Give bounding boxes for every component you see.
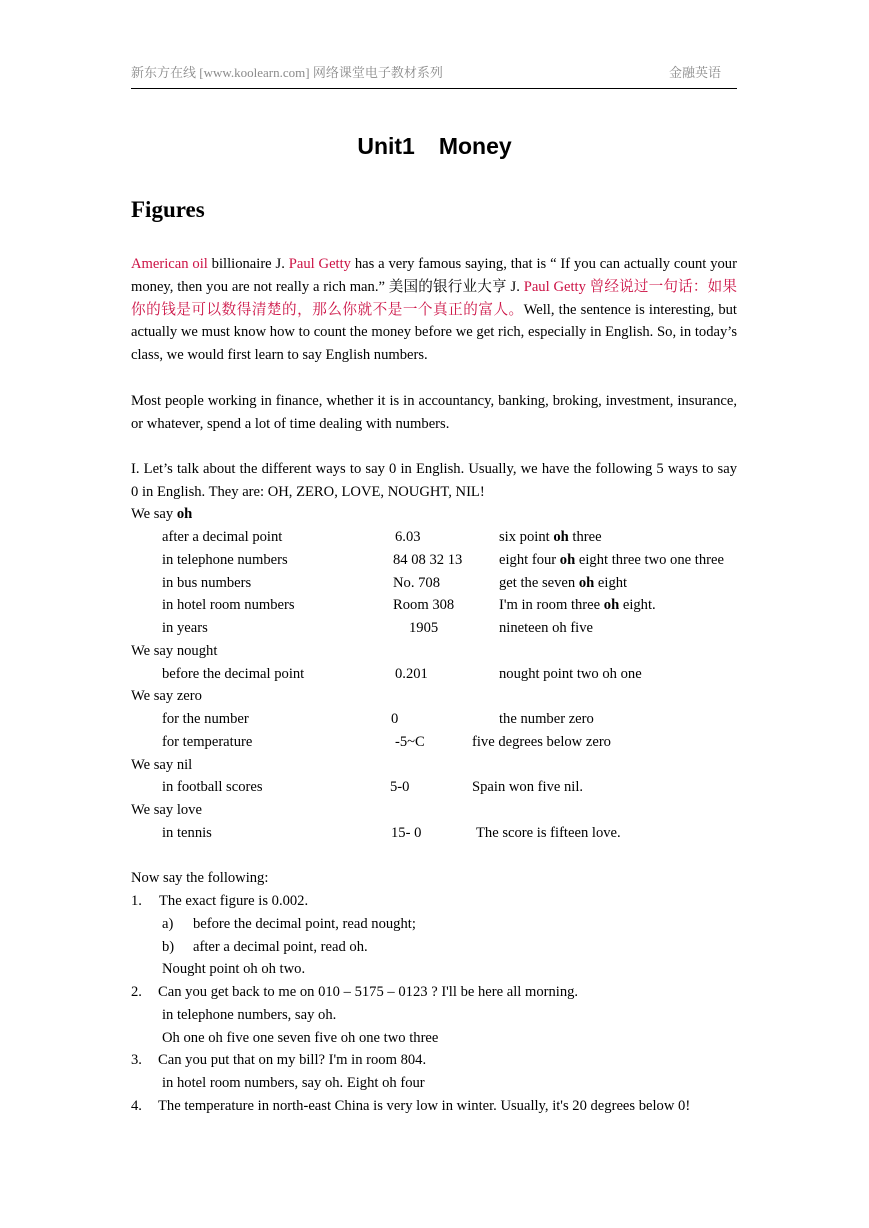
- zero-heading: We say zero: [131, 688, 202, 704]
- section-heading: Figures: [131, 197, 205, 222]
- list-item: in hotel room numbers, say oh. Eight oh four: [162, 1075, 425, 1091]
- spoken-form: five degrees below zero: [472, 734, 611, 750]
- intro-highlight: Paul Getty: [288, 256, 351, 272]
- example-number: 1905: [409, 620, 439, 636]
- list-item: Can you put that on my bill? I'm in room 804.: [158, 1052, 427, 1068]
- list-number: 4.: [131, 1098, 142, 1114]
- example-number: 0.201: [395, 666, 428, 682]
- nil-heading: We say nil: [131, 757, 193, 773]
- example-number: -5~C: [395, 734, 425, 750]
- nought-heading: We say nought: [131, 643, 218, 659]
- usage-label: for temperature: [162, 734, 253, 750]
- usage-label: before the decimal point: [162, 666, 305, 682]
- list-item: before the decimal point, read nought;: [193, 916, 416, 932]
- example-number: 15- 0: [391, 825, 422, 841]
- usage-label: after a decimal point: [162, 529, 283, 545]
- spoken-form: The score is fifteen love.: [476, 825, 621, 841]
- list-item: in telephone numbers, say oh.: [162, 1007, 337, 1023]
- spoken-form: get the seven oh eight: [499, 575, 628, 591]
- intro-highlight: Paul Getty 曾经说过一句话：如果你的钱是可以数得清楚的，那么你就不是一个真正的富人。: [131, 278, 738, 318]
- zero-ways-paragraph: I. Let’s talk about the different ways to say 0 in English. Usually, we have the following 5 ways to say 0 in English. They are: OH, ZERO, LOVE, NOUGHT, NIL!: [131, 461, 737, 500]
- oh-heading: We say oh: [131, 506, 193, 522]
- spoken-form: nought point two oh one: [499, 666, 642, 682]
- list-item: The exact figure is 0.002.: [159, 893, 309, 909]
- unit-number: Unit1: [357, 133, 415, 159]
- page-title: [0, 133, 869, 160]
- usage-label: for the number: [162, 711, 249, 727]
- list-item: after a decimal point, read oh.: [193, 939, 368, 955]
- usage-label: in hotel room numbers: [162, 597, 295, 613]
- header-rule: [131, 88, 737, 89]
- example-number: 5-0: [390, 779, 410, 795]
- usage-label: in years: [162, 620, 208, 636]
- intro-text: has a very famous saying, that is “ If you can actually count your money, then you are not really a rich man.” 美国的银行业大亨 J.: [131, 256, 737, 295]
- list-number: 3.: [131, 1052, 142, 1068]
- intro-text: Well, the sentence is interesting, but actually we must know how to count the money before we get rich, especially in English. So, in today’s class, we would first learn to say English numbers.: [131, 301, 737, 364]
- spoken-form: I'm in room three oh eight.: [499, 597, 656, 613]
- spoken-form: six point oh three: [499, 529, 602, 545]
- header-series-label: 新东方在线 [www.koolearn.com] 网络课堂电子教材系列: [131, 65, 443, 80]
- page-header: [131, 62, 737, 80]
- example-number: Room 308: [393, 597, 455, 613]
- love-heading: We say love: [131, 802, 202, 818]
- example-number: 6.03: [395, 529, 421, 545]
- list-number: 2.: [131, 984, 142, 1000]
- list-number: b): [162, 939, 175, 955]
- header-course-label: 金融英语: [668, 65, 721, 80]
- list-number: 1.: [131, 893, 142, 909]
- spoken-form: eight four oh eight three two one three: [499, 552, 724, 568]
- example-number: 84 08 32 13: [393, 552, 463, 568]
- usage-label: in bus numbers: [162, 575, 252, 591]
- example-number: 0: [391, 711, 399, 727]
- unit-name: Money: [438, 133, 512, 159]
- usage-label: in telephone numbers: [162, 552, 288, 568]
- list-item: Nought point oh oh two.: [162, 961, 306, 977]
- intro-paragraph: [131, 253, 737, 367]
- spoken-form: Spain won five nil.: [472, 779, 584, 795]
- list-item: Can you get back to me on 010 – 5175 – 0123 ? I'll be here all morning.: [158, 984, 579, 1000]
- spoken-form: nineteen oh five: [499, 620, 594, 636]
- intro-text: billionaire J.: [207, 256, 289, 272]
- finance-paragraph: Most people working in finance, whether it is in accountancy, banking, broking, investment, insurance, or whatever, spend a lot of time dealing with numbers.: [131, 393, 737, 432]
- usage-label: in tennis: [162, 825, 212, 841]
- intro-highlight: American oil: [131, 256, 208, 272]
- usage-label: in football scores: [162, 779, 263, 795]
- exercise-heading: Now say the following:: [131, 870, 269, 886]
- spoken-form: the number zero: [499, 711, 594, 727]
- list-item: Oh one oh five one seven five oh one two three: [162, 1030, 439, 1046]
- example-number: No. 708: [393, 575, 441, 591]
- list-number: a): [162, 916, 174, 932]
- list-item: The temperature in north-east China is very low in winter. Usually, it's 20 degrees below 0!: [158, 1098, 691, 1114]
